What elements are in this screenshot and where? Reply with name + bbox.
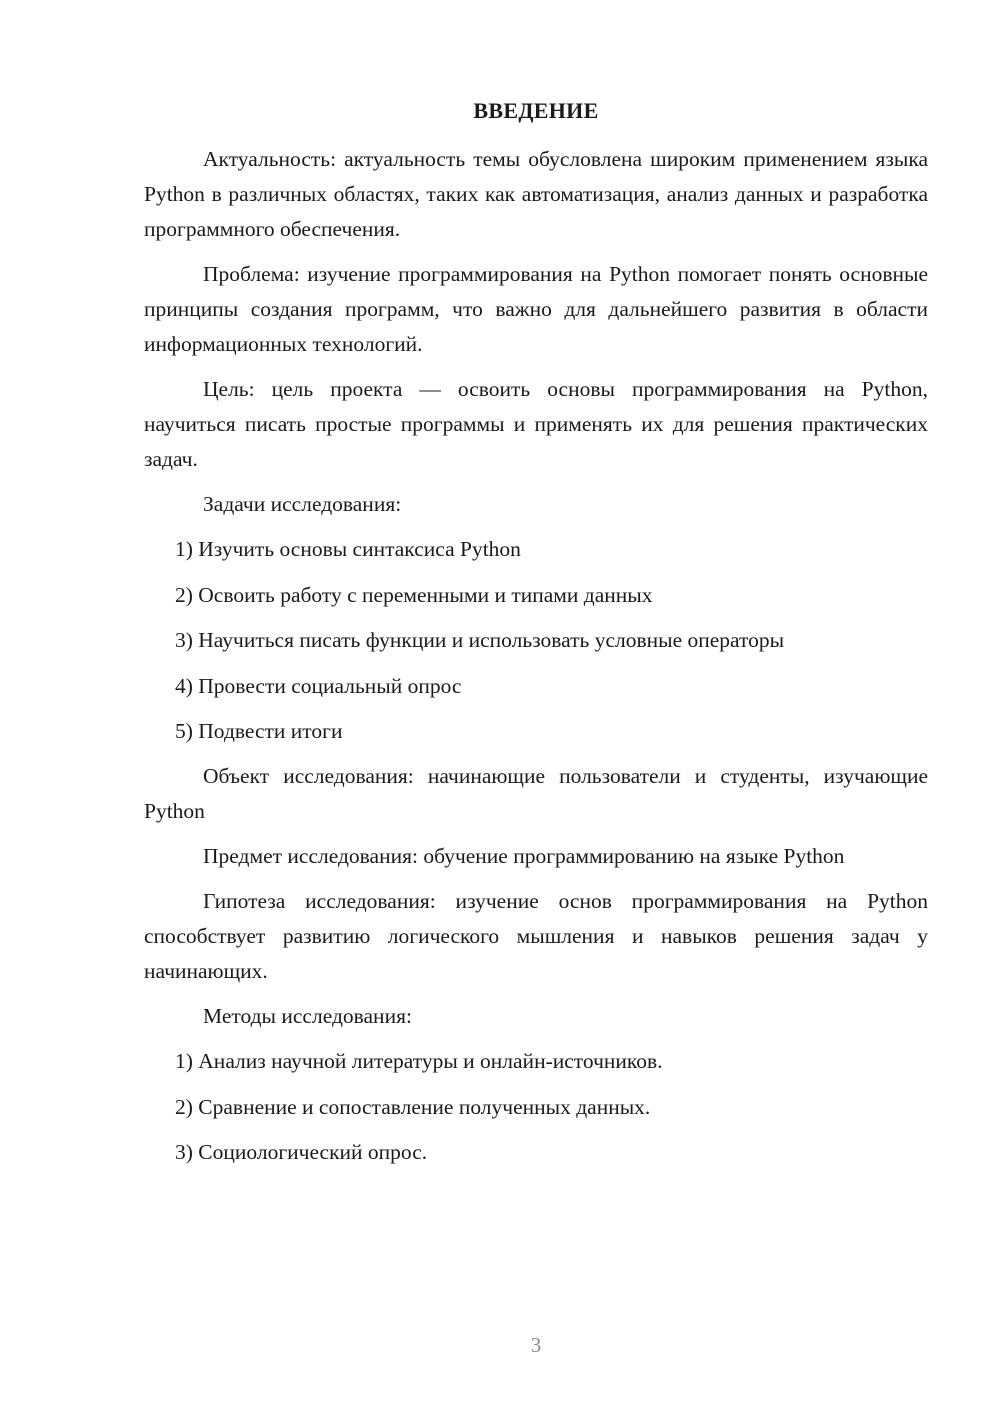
list-item: 5) Подвести итоги bbox=[175, 719, 343, 743]
tasks-list bbox=[144, 532, 928, 749]
list-item: 2) Сравнение и сопоставление полученных данных. bbox=[175, 1094, 651, 1119]
paragraph-relevance: Актуальность: актуальность темы обусловлена широким применением языка Python в различных областях, таких как автоматизация, анализ данных и разработка программного обеспечения. bbox=[144, 147, 928, 241]
paragraph-object: Объект исследования: начинающие пользователи и студенты, изучающие Python bbox=[144, 764, 928, 823]
page-number: 3 bbox=[530, 1333, 542, 1357]
paragraph-problem: Проблема: изучение программирования на Python помогает понять основные принципы создания программ, что важно для дальнейшего развития в области информационных технологий. bbox=[144, 262, 928, 356]
list-item: 1) Анализ научной литературы и онлайн-источников. bbox=[175, 1049, 663, 1073]
tasks-heading: Задачи исследования: bbox=[203, 492, 402, 516]
methods-list bbox=[144, 1044, 928, 1170]
list-item: 4) Провести социальный опрос bbox=[175, 673, 462, 698]
paragraph-subject: Предмет исследования: обучение программированию на языке Python bbox=[203, 844, 845, 868]
page-title: ВВЕДЕНИЕ bbox=[473, 98, 599, 123]
paragraph-goal: Цель: цель проекта — освоить основы программирования на Python, научиться писать простые программы и применять их для решения практических задач. bbox=[144, 377, 928, 471]
document-body bbox=[144, 142, 928, 1180]
list-item: 1) Изучить основы синтаксиса Python bbox=[175, 537, 521, 561]
paragraph-hypothesis: Гипотеза исследования: изучение основ программирования на Python способствует развитию логического мышления и навыков решения задач у начинающих. bbox=[144, 889, 928, 983]
list-item: 2) Освоить работу с переменными и типами данных bbox=[175, 582, 653, 607]
list-item: 3) Социологический опрос. bbox=[175, 1140, 428, 1164]
methods-heading: Методы исследования: bbox=[203, 1004, 412, 1028]
list-item: 3) Научиться писать функции и использовать условные операторы bbox=[175, 628, 785, 652]
